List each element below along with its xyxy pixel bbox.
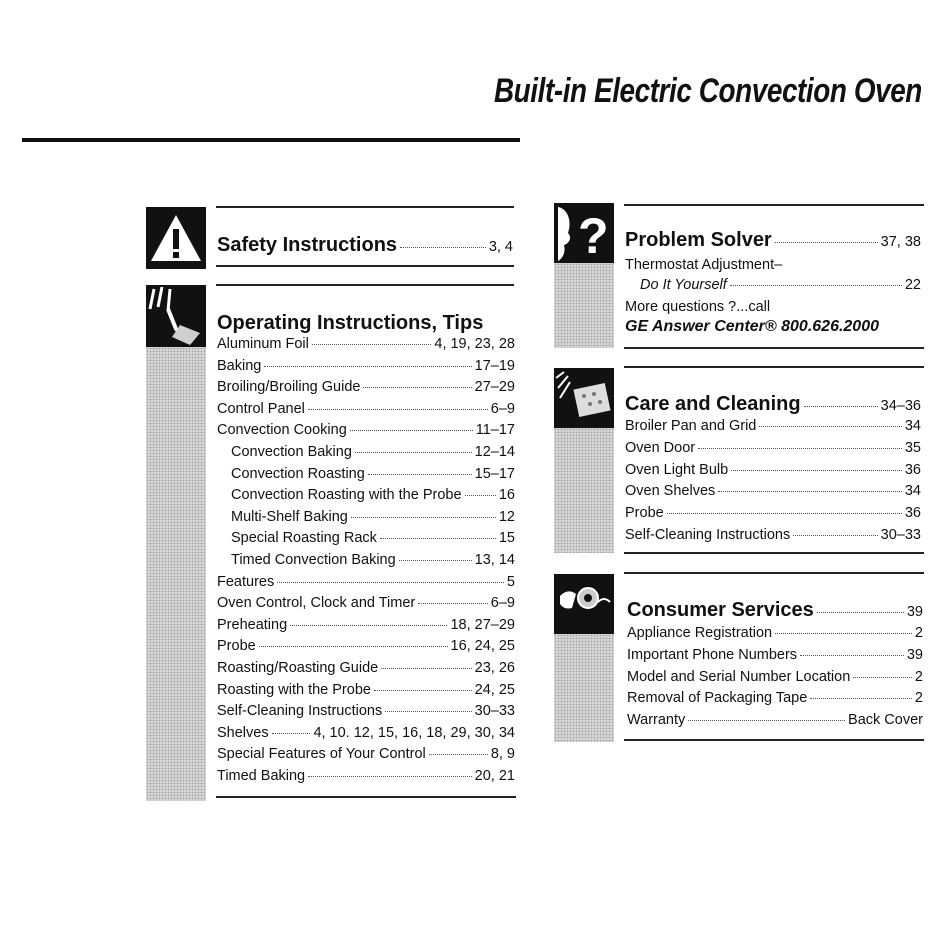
operating-top-rule (216, 284, 514, 286)
toc-entry[interactable] (217, 422, 515, 438)
toc-entry[interactable] (217, 595, 515, 611)
toc-entry-label: Warranty (627, 712, 686, 729)
operating-bottom-rule (216, 796, 516, 798)
answer-center-row (625, 318, 921, 336)
toc-entry-label: Model and Serial Number Location (627, 668, 851, 685)
safety-heading[interactable] (217, 234, 513, 257)
toc-entry-pages: 12–14 (474, 444, 515, 460)
toc-entry[interactable] (217, 379, 515, 395)
toc-entry-label: Oven Light Bulb (625, 461, 729, 478)
toc-entry-pages: 5 (506, 573, 515, 590)
toc-entry-pages: 34 (904, 418, 921, 434)
safety-title: Safety Instructions (217, 234, 398, 256)
question-face-icon (554, 203, 614, 263)
toc-entry-label: Important Phone Numbers (627, 646, 798, 663)
diy-row[interactable] (640, 277, 921, 293)
toc-entry[interactable] (625, 462, 921, 478)
toc-entry[interactable] (625, 440, 921, 456)
toc-entry-pages: 16, 24, 25 (450, 638, 515, 655)
questions-text: More questions ?...call (625, 299, 771, 315)
answer-center: GE Answer Center® 800.626.2000 (625, 318, 879, 335)
toc-entry[interactable] (625, 483, 921, 499)
problem-heading[interactable] (625, 229, 921, 252)
toc-entry-pages: 13, 14 (474, 552, 515, 568)
toc-entry-label: Oven Door (625, 439, 696, 456)
toc-entry-pages: 12 (498, 508, 515, 525)
care-top-rule (624, 366, 924, 368)
toc-entry[interactable] (625, 527, 921, 543)
toc-entry[interactable] (231, 444, 515, 460)
toc-entry-label: Roasting/Roasting Guide (217, 660, 379, 676)
toc-entry-label: Timed Convection Baking (231, 552, 396, 568)
diy-pages: 22 (904, 277, 921, 293)
toc-entry-pages: 18, 27–29 (450, 616, 515, 633)
toc-entry[interactable] (231, 466, 515, 482)
questions-row (625, 299, 921, 315)
toc-entry[interactable] (627, 690, 923, 706)
toc-entry-pages: 16 (498, 487, 515, 504)
toc-entry[interactable] (625, 505, 921, 521)
toc-entry-pages: 35 (904, 439, 921, 456)
toc-entry-pages: 24, 25 (474, 681, 515, 698)
toc-entry-label: Removal of Packaging Tape (627, 690, 808, 707)
toc-entry[interactable] (217, 358, 515, 374)
toc-entry-label: Control Panel (217, 400, 305, 417)
toc-entry-label: Timed Baking (217, 768, 306, 784)
consumer-bottom-rule (624, 739, 924, 741)
toc-entry[interactable] (217, 617, 515, 633)
toc-entry-pages: 11–17 (475, 422, 515, 439)
warning-triangle-icon (146, 207, 206, 269)
toc-entry[interactable] (217, 638, 515, 654)
toc-entry-pages: 23, 26 (474, 660, 515, 676)
document-title: Built-in Electric Convection Oven (494, 72, 922, 110)
toc-entry-label: Oven Shelves (625, 483, 716, 500)
toc-entry-pages: 20, 21 (474, 768, 515, 784)
toc-entry-pages: 15–17 (474, 465, 515, 482)
toc-entry-label: Appliance Registration (627, 625, 773, 641)
toc-entry[interactable] (217, 336, 515, 352)
toc-entry-label: Features (217, 573, 275, 590)
toc-entry-pages: 8, 9 (490, 746, 515, 763)
svg-text:?: ? (578, 208, 609, 263)
toc-entry-pages: 15 (498, 530, 515, 547)
consumer-heading[interactable] (627, 599, 923, 622)
toc-entry-label: Multi-Shelf Baking (231, 508, 348, 525)
hand-touch-icon (146, 285, 206, 347)
toc-entry-label: Aluminum Foil (217, 336, 309, 352)
toc-entry-pages: 36 (904, 505, 921, 522)
consumer-side-bar (554, 634, 614, 742)
toc-entry[interactable] (217, 574, 515, 590)
toc-entry-label: Oven Control, Clock and Timer (217, 595, 416, 612)
toc-entry-label: Probe (625, 505, 664, 522)
toc-entry-label: Broiling/Broiling Guide (217, 379, 361, 396)
toc-entry[interactable] (627, 625, 923, 641)
hand-sponge-icon (554, 368, 614, 428)
toc-entry-pages: 36 (904, 461, 921, 478)
consumer-top-rule (624, 572, 924, 574)
toc-entry-pages: 4, 10. 12, 15, 16, 18, 29, 30, 34 (313, 724, 515, 741)
problem-bottom-rule (624, 347, 924, 349)
toc-entry-pages: 4, 19, 23, 28 (434, 336, 515, 352)
toc-entry-pages: 6–9 (490, 400, 515, 417)
toc-entry-label: Self-Cleaning Instructions (625, 527, 791, 543)
diy-label: Do It Yourself (640, 277, 727, 293)
thermostat-label: Thermostat Adjustment– (625, 257, 783, 273)
toc-entry-label: Probe (217, 638, 256, 655)
toc-entry-label: Shelves (217, 724, 269, 741)
toc-entry[interactable] (231, 509, 515, 525)
operating-side-bar (146, 347, 206, 801)
operating-title: Operating Instructions, Tips (217, 312, 484, 334)
consumer-title: Consumer Services (627, 599, 814, 621)
toc-entry[interactable] (217, 725, 515, 741)
problem-pages: 37, 38 (880, 234, 921, 250)
toc-entry-pages: 6–9 (490, 595, 515, 612)
service-badge-icon (554, 574, 614, 634)
toc-entry[interactable] (231, 530, 515, 546)
toc-entry[interactable] (217, 660, 515, 676)
toc-entry-pages: 30–33 (474, 703, 515, 720)
toc-entry[interactable] (217, 768, 515, 784)
care-side-bar (554, 428, 614, 553)
toc-entry-label: Broiler Pan and Grid (625, 418, 757, 434)
toc-entry-label: Convection Cooking (217, 422, 347, 439)
toc-entry-pages: 2 (914, 625, 923, 641)
toc-entry[interactable] (231, 487, 515, 503)
safety-top-rule (216, 206, 514, 208)
toc-entry-pages: 2 (914, 690, 923, 707)
problem-side-bar (554, 263, 614, 348)
care-title: Care and Cleaning (625, 393, 801, 415)
safety-pages: 3, 4 (488, 239, 513, 255)
toc-entry-pages: 30–33 (880, 527, 921, 543)
care-bottom-rule (624, 552, 924, 554)
problem-title: Problem Solver (625, 229, 772, 251)
toc-entry-pages: 17–19 (474, 357, 515, 374)
toc-entry-pages: 39 (906, 646, 923, 663)
care-heading[interactable] (625, 393, 921, 416)
toc-entry[interactable] (217, 401, 515, 417)
toc-entry[interactable] (627, 712, 923, 728)
toc-entry-label: Convection Baking (231, 444, 352, 460)
thermostat-label-row (625, 257, 921, 273)
toc-entry-label: Convection Roasting with the Probe (231, 487, 462, 504)
consumer-pages: 39 (906, 604, 923, 620)
toc-entry-pages: Back Cover (848, 712, 923, 729)
care-pages: 34–36 (880, 398, 921, 414)
toc-entry[interactable] (625, 418, 921, 434)
toc-entry-label: Special Features of Your Control (217, 746, 426, 763)
toc-entry-pages: 34 (904, 483, 921, 500)
toc-entry[interactable] (627, 669, 923, 685)
toc-entry[interactable] (217, 703, 515, 719)
toc-entry-label: Preheating (217, 616, 288, 633)
toc-entry-label: Self-Cleaning Instructions (217, 703, 383, 720)
toc-entry-label: Baking (217, 357, 262, 374)
toc-entry-label: Special Roasting Rack (231, 530, 377, 547)
toc-entry[interactable] (627, 647, 923, 663)
safety-bottom-rule (216, 265, 514, 267)
toc-entry[interactable] (217, 746, 515, 762)
toc-entry-label: Roasting with the Probe (217, 681, 371, 698)
problem-top-rule (624, 204, 924, 206)
toc-entry-label: Convection Roasting (231, 465, 365, 482)
toc-entry[interactable] (231, 552, 515, 568)
toc-entry[interactable] (217, 682, 515, 698)
title-rule (22, 138, 520, 142)
toc-entry-pages: 27–29 (474, 379, 515, 396)
toc-entry-pages: 2 (914, 668, 923, 685)
